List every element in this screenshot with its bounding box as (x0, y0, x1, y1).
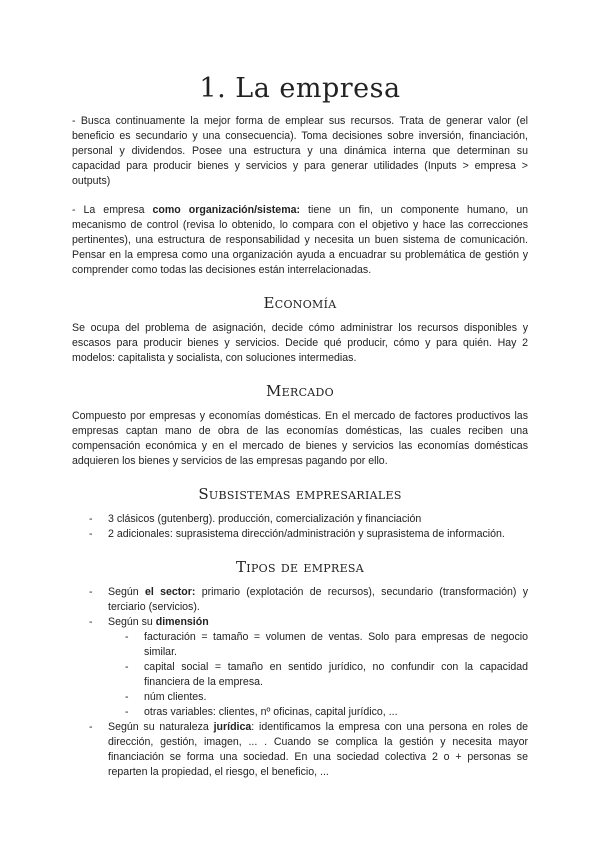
list-item: - 2 adicionales: suprasistema dirección/administración y suprasistema de información. (72, 527, 528, 542)
dimension-pre: Según su (108, 616, 156, 628)
list-item: - 3 clásicos (gutenberg). producción, comercialización y financiación (72, 512, 528, 527)
sublist-item: - capital social = tamaño en sentido jurídico, no confundir con la capacidad financiera de la empresa. (108, 660, 528, 690)
intro-p2-bold: como organización/sistema: (152, 204, 301, 216)
intro-p2-post: tiene un fin, un componente humano, un mecanismo de control (revisa lo obtenido, lo compara con el objetivo y hace las correcciones pertinentes), una estructura de responsabilidad y necesita un buen sistema de comunicación. Pensar en la empresa como una organización ayuda a encuadrar su problemática de gestión y comprender como todas las decisiones están interrelacionadas. (72, 204, 528, 276)
subsistemas-list (72, 512, 528, 542)
list-item-juridica (72, 720, 528, 780)
heading-economia: Economía (263, 294, 337, 312)
page-title: 1. La empresa (199, 73, 401, 104)
sector-post: primario (explotación de recursos), secundario (transformación) y terciario (servicios). (108, 586, 529, 613)
mercado-text: Compuesto por empresas y economías domésticas. En el mercado de factores productivos las empresas captan mano de obra de las economías domésticas, las cuales reciben una compensación económica y en el mercado de bienes y servicios las economías domésticas adquieren los bienes y servicios de las empresas pagando por ello. (72, 410, 528, 467)
heading-tipos: Tipos de empresa (236, 558, 364, 576)
sublist-item: - facturación = tamaño = volumen de ventas. Solo para empresas de negocio similar. (108, 630, 528, 660)
tipos-list (72, 585, 528, 780)
sublist-item: - otras variables: clientes, nº oficinas, capital jurídico, ... (108, 705, 528, 720)
sector-pre: Según (108, 586, 145, 598)
economia-text: Se ocupa del problema de asignación, decide cómo administrar los recursos disponibles y escasos para producir bienes y servicios. Decide qué producir, cómo y para quién. Hay 2 modelos: capitalista y socialista, con soluciones intermedias. (72, 322, 528, 364)
intro-paragraph-1: - Busca continuamente la mejor forma de emplear sus recursos. Trata de generar valor (el beneficio es secundario y una consecuencia). Toma decisiones sobre inversión, financiación, personal y dividendos. Posee una estructura y una dinámica interna que determinan su capacidad para producir bienes y servicios y para generar utilidades (Inputs > empresa > outputs) (72, 115, 528, 187)
sublist-item: - núm clientes. (108, 690, 528, 705)
heading-mercado: Mercado (266, 382, 334, 400)
list-item-sector (72, 585, 528, 615)
document-page (72, 72, 528, 780)
juridica-post: : identificamos la empresa con una persona en roles de dirección, gestión, imagen, ... . Cuando se complica la gestión y necesita mayor financiación se forma una sociedad. En una sociedad colectiva 2 o + personas se reparten la propiedad, el riesgo, el beneficio, ... (108, 721, 529, 778)
intro-paragraph-2 (72, 203, 528, 278)
juridica-bold: jurídica (213, 721, 252, 733)
intro-p2-pre: - La empresa (72, 204, 153, 216)
sector-bold: el sector: (144, 586, 196, 598)
dimension-bold: dimensión (155, 616, 209, 628)
juridica-pre: Según su naturaleza (108, 721, 214, 733)
dimension-sublist (108, 630, 528, 720)
heading-subsistemas: Subsistemas empresariales (198, 485, 402, 503)
list-item-dimension (72, 615, 528, 720)
